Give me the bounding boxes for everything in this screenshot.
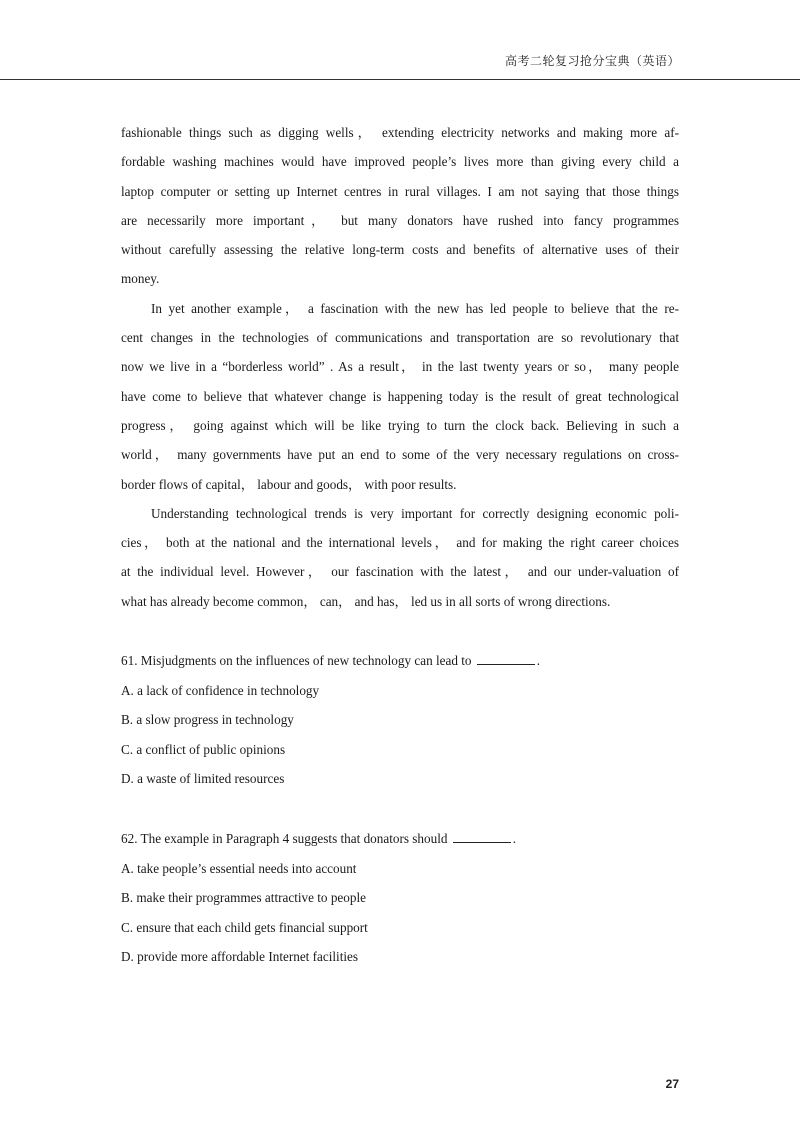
answer-blank bbox=[477, 652, 535, 665]
passage-line: cent changes in the technologies of communications and transportation are so revolutionary that bbox=[121, 330, 679, 346]
option-a: A. a lack of confidence in technology bbox=[121, 682, 320, 698]
passage-line: at the individual level. However， our fascination with the latest， and our under-valuation of bbox=[121, 564, 679, 580]
passage-line: fashionable things such as digging wells， extending electricity networks and making more af- bbox=[121, 125, 679, 140]
question-stem-text: 62. The example in Paragraph 4 suggests that donators should bbox=[121, 831, 448, 846]
passage-line: laptop computer or setting up Internet centres in rural villages. I am not saying that those things bbox=[121, 183, 679, 199]
question-stem bbox=[121, 646, 679, 676]
option-a: A. take people’s essential needs into account bbox=[121, 860, 357, 876]
option-d: D. provide more affordable Internet facilities bbox=[121, 949, 359, 964]
question-62 bbox=[121, 824, 679, 972]
passage-line: world， many governments have put an end to some of the very necessary regulations on cross- bbox=[121, 447, 679, 463]
passage-line: money. bbox=[121, 271, 160, 287]
paragraph-2 bbox=[121, 294, 679, 499]
passage-line: border flows of capital， labour and goods， with poor results. bbox=[121, 476, 457, 492]
passage-line: have come to believe that whatever change is happening today is the result of great technological bbox=[121, 388, 679, 404]
passage-line: fordable washing machines would have improved people’s lives more than giving every child a bbox=[121, 154, 679, 170]
page-number: 27 bbox=[665, 1077, 679, 1091]
passage-line: progress， going against which will be like trying to turn the clock back. Believing in such a bbox=[121, 417, 679, 433]
option-b: B. a slow progress in technology bbox=[121, 712, 294, 727]
passage-line: Understanding technological trends is very important for correctly designing economic poli- bbox=[151, 505, 679, 521]
question-stem-end: . bbox=[512, 831, 517, 846]
question-stem-text: 61. Misjudgments on the influences of new technology can lead to bbox=[121, 653, 472, 668]
passage-line: are necessarily more important， but many donators have rushed into fancy programmes bbox=[121, 212, 679, 228]
passage-line: now we live in a “borderless world” . As a result， in the last twenty years or so， many people bbox=[121, 359, 679, 375]
passage-line: cies， both at the national and the international levels， and for making the right career choices bbox=[121, 535, 679, 551]
question-61 bbox=[121, 646, 679, 794]
header-rule bbox=[0, 79, 800, 80]
paragraph-3 bbox=[121, 499, 679, 616]
option-b: B. make their programmes attractive to people bbox=[121, 890, 366, 905]
question-stem bbox=[121, 824, 679, 854]
passage-line: what has already become common， can， and has， led us in all sorts of wrong directions. bbox=[121, 593, 611, 609]
paragraph-1 bbox=[121, 118, 679, 294]
question-stem-end: . bbox=[536, 653, 541, 668]
option-c: C. ensure that each child gets financial support bbox=[121, 919, 368, 935]
reading-passage bbox=[121, 118, 679, 616]
running-header-title: 高考二轮复习抢分宝典（英语） bbox=[504, 54, 680, 68]
option-d: D. a waste of limited resources bbox=[121, 771, 285, 786]
answer-blank bbox=[453, 830, 511, 843]
passage-line: without carefully assessing the relative long-term costs and benefits of alternative uses of their bbox=[121, 242, 679, 258]
passage-line: In yet another example， a fascination with the new has led people to believe that the re- bbox=[151, 300, 679, 316]
option-c: C. a conflict of public opinions bbox=[121, 741, 286, 757]
